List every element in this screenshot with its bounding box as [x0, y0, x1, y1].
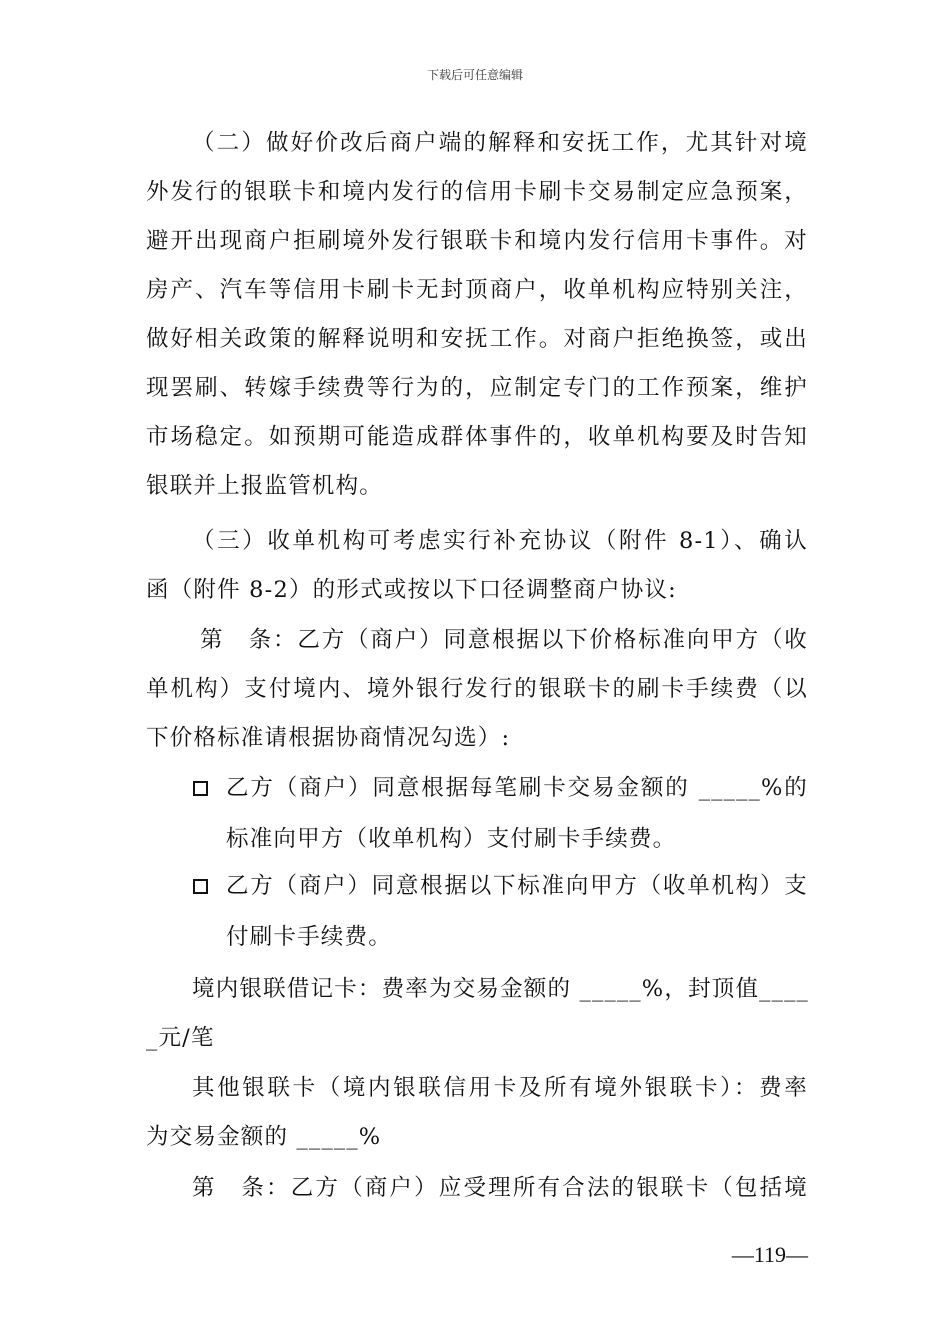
option-line: 乙方（商户）同意根据每笔刷卡交易金额的 _____%的 — [226, 775, 808, 801]
fee-line: 境内银联借记卡：费率为交易金额的 _____%，封顶值____ — [192, 976, 809, 1002]
paragraph-line: 市场稳定。如预期可能造成群体事件的，收单机构要及时告知 — [146, 424, 808, 450]
article-line: 下价格标准请根据协商情况勾选）: — [146, 725, 511, 751]
paragraph-line: 避开出现商户拒刷境外发行银联卡和境内发行信用卡事件。对 — [146, 228, 808, 254]
option-line: 乙方（商户）同意根据以下标准向甲方（收单机构）支 — [226, 873, 808, 899]
article-line: 第 条：乙方（商户）同意根据以下价格标准向甲方（收 — [200, 627, 808, 653]
page-number: —119— — [731, 1242, 808, 1267]
option-line: 付刷卡手续费。 — [226, 924, 392, 950]
article-line: 第 条：乙方（商户）应受理所有合法的银联卡（包括境 — [192, 1175, 808, 1201]
option-checkbox[interactable] — [193, 879, 208, 894]
paragraph-line: 做好相关政策的解释说明和安抚工作。对商户拒绝换签，或出 — [146, 326, 808, 352]
fee-line: _元/笔 — [146, 1025, 215, 1051]
paragraph-line: 房产、汽车等信用卡刷卡无封顶商户，收单机构应特别关注， — [146, 277, 808, 303]
paragraph-line: （三）收单机构可考虑实行补充协议（附件 8-1）、确认 — [192, 528, 808, 554]
paragraph-line: 银联并上报监管机构。 — [146, 473, 384, 499]
paragraph-line: 现罢刷、转嫁手续费等行为的，应制定专门的工作预案，维护 — [146, 375, 808, 401]
option-checkbox[interactable] — [193, 781, 208, 796]
paragraph-line: （二）做好价改后商户端的解释和安抚工作，尤其针对境 — [192, 130, 808, 156]
article-line: 单机构）支付境内、境外银行发行的银联卡的刷卡手续费（以 — [146, 676, 808, 702]
paragraph-line: 函（附件 8-2）的形式或按以下口径调整商户协议: — [146, 577, 677, 603]
fee-line: 为交易金额的 _____% — [146, 1124, 382, 1150]
header-note: 下载后可任意编辑 — [426, 68, 523, 82]
option-line: 标准向甲方（收单机构）支付刷卡手续费。 — [226, 826, 677, 852]
fee-line: 其他银联卡（境内银联信用卡及所有境外银联卡）：费率 — [192, 1075, 808, 1101]
paragraph-line: 外发行的银联卡和境内发行的信用卡刷卡交易制定应急预案， — [146, 179, 808, 205]
